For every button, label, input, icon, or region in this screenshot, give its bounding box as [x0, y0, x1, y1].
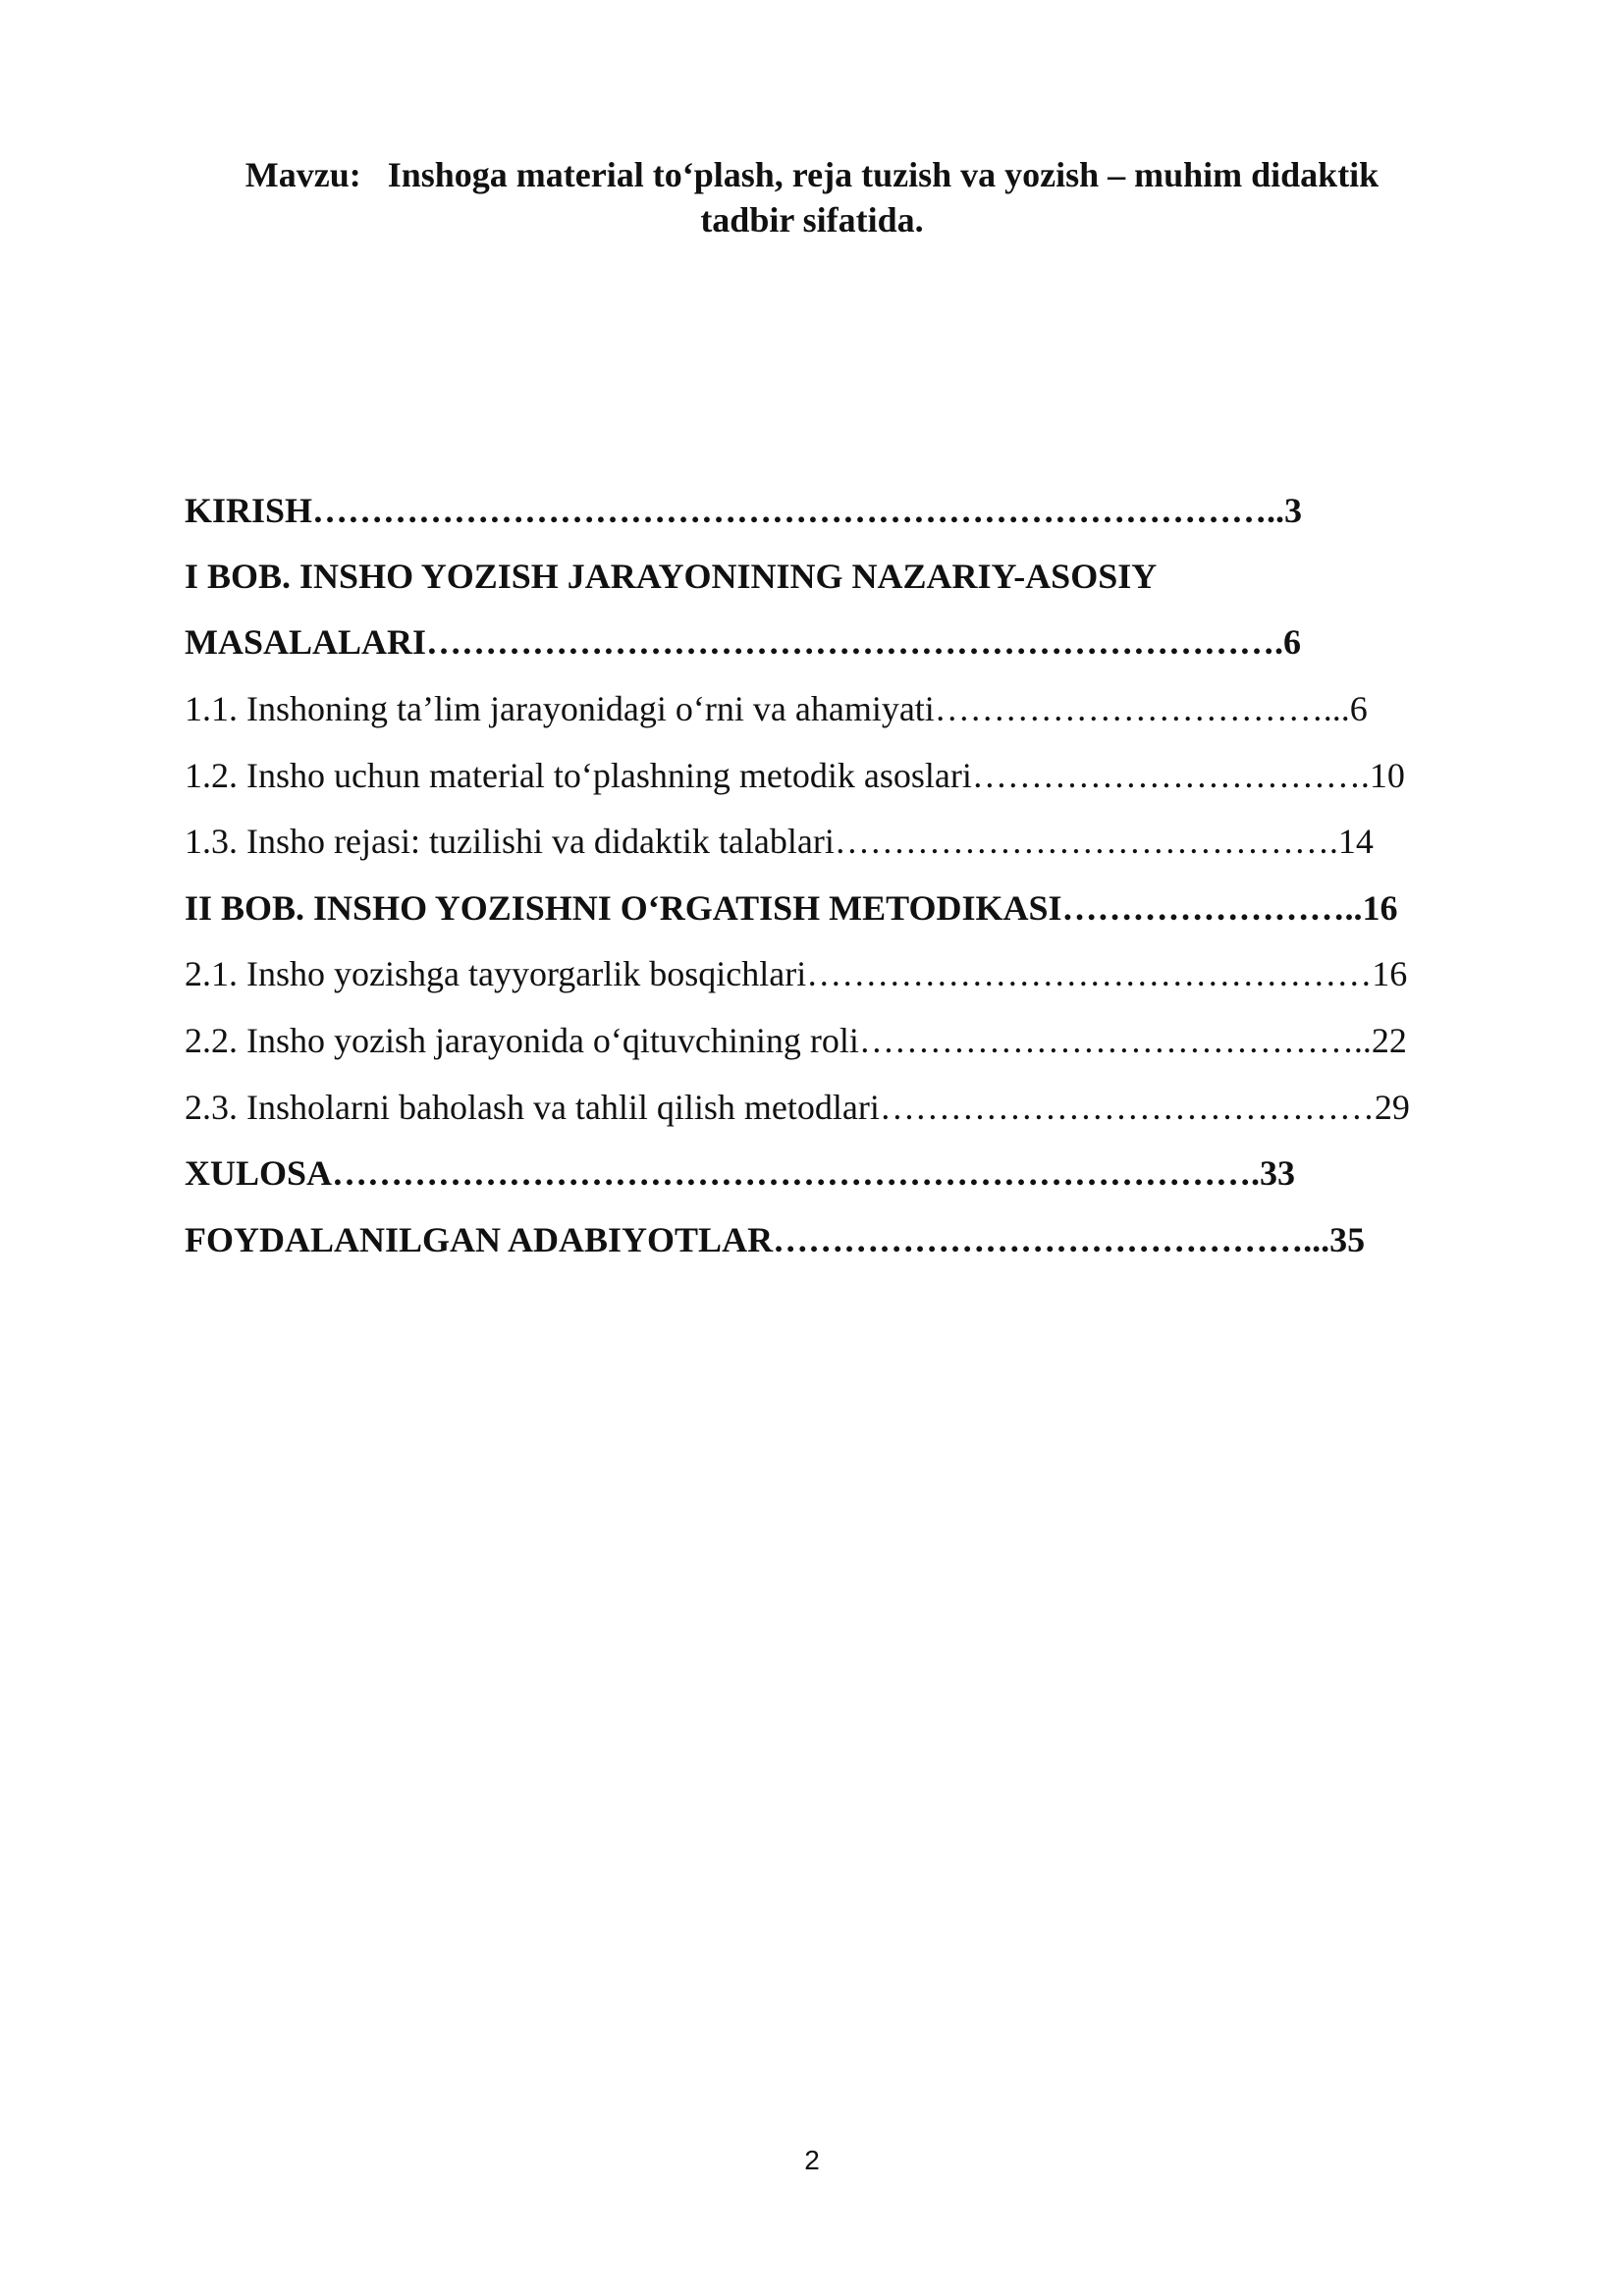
toc-entry-2-3: 2.3. Insholarni baholash va tahlil qilish metodlari……………………………………29	[185, 1088, 1410, 1127]
toc-entry-chapter-2: II BOB. INSHO YOZISHNI O‘RGATISH METODIKASI……………………..16	[185, 888, 1398, 928]
toc-entry-2-2: 2.2. Insho yozish jarayonida o‘qituvchining roli……………………………………..22	[185, 1021, 1407, 1060]
topic-title-line-1: Mavzu: Inshoga material to‘plash, reja tuzish va yozish – muhim didaktik	[244, 155, 1380, 194]
toc-entry-kirish: KIRISH………………………………………………………………………..3	[185, 491, 1303, 530]
toc-entry-1-3: 1.3. Insho rejasi: tuzilishi va didaktik talablari…………………………………….14	[185, 822, 1374, 861]
toc-entry-2-1: 2.1. Insho yozishga tayyorgarlik bosqichlari…………………………………………16	[185, 954, 1408, 993]
toc-entry-chapter-1-cont: MASALALARI……………………………………………………………….6	[185, 622, 1302, 662]
toc-entry-1-1: 1.1. Inshoning ta’lim jarayonidagi o‘rni va ahamiyati……………………………...6	[185, 689, 1368, 728]
toc-entry-references: FOYDALANILGAN ADABIYOTLAR………………………………………...35	[185, 1220, 1366, 1259]
toc-entry-1-2: 1.2. Insho uchun material to‘plashning metodik asoslari…………………………….10	[185, 756, 1405, 795]
page-number: 2	[804, 2145, 820, 2175]
toc-entry-chapter-1: I BOB. INSHO YOZISH JARAYONINING NAZARIY-ASOSIY	[185, 557, 1158, 596]
toc-entry-xulosa: XULOSA…………………………………………………………………….33	[185, 1153, 1296, 1193]
topic-title-line-2: tadbir sifatida.	[700, 200, 924, 240]
